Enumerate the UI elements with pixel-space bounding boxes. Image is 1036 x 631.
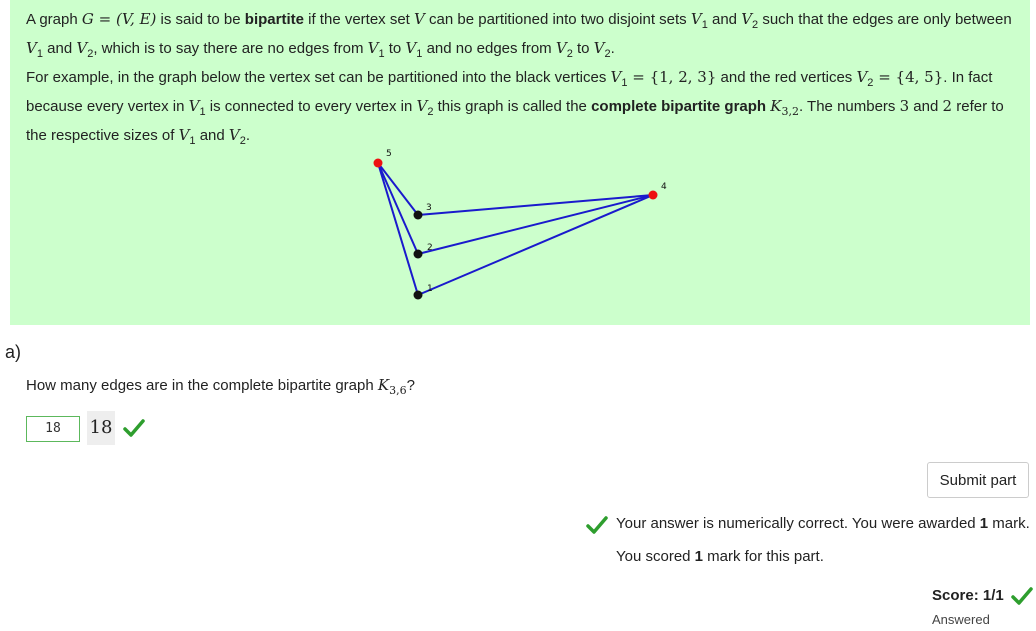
check-icon — [586, 515, 608, 535]
question-text: How many edges are in the complete bipartite graph $K_{3,6}$? — [26, 376, 415, 397]
graph-vertex-1 — [414, 291, 423, 300]
graph-vertex-2 — [414, 250, 423, 259]
scored-message: You scored 1 mark for this part. — [616, 548, 824, 565]
prompt-paragraph-definition: A graph G = (V, E) is said to be bipartite if the vertex set V can be partitioned into two disjoint sets $V_1$ and $V_2$ such that the edges are only between $V_1$ and $V_2$, which is to say there are no edges from $V_1$ to $V_1$ and no edges from $V_2$ to $V_2$. — [26, 10, 1012, 60]
submit-part-button[interactable]: Submit part — [927, 462, 1029, 498]
graph-vertex-4 — [649, 191, 658, 200]
answer-input[interactable]: 18 — [26, 416, 80, 442]
graph-vertex-label-3: 3 — [426, 203, 432, 213]
graph-vertex-5 — [374, 159, 383, 168]
graph-vertex-label-1: 1 — [427, 284, 433, 294]
graph-edges — [378, 163, 653, 295]
feedback-message: Your answer is numerically correct. You were awarded 1 mark. — [616, 515, 1030, 532]
check-icon — [123, 418, 145, 438]
graph-vertex-label-2: 2 — [427, 243, 433, 253]
prompt-box — [10, 0, 1030, 325]
graph-edge — [378, 163, 418, 295]
graph-vertex-3 — [414, 211, 423, 220]
answered-status: Answered — [932, 612, 990, 627]
graph-vertex-label-4: 4 — [661, 182, 667, 192]
graph-edge — [418, 195, 653, 215]
part-label: a) — [5, 342, 22, 362]
prompt-paragraph-example: For example, in the graph below the vertex set can be partitioned into the black vertices $V_1 = \{1$, 2, 3} and the red vertices $V_2 = \{4$, 5}. In fact because every vertex in $V_1$ is connected to every vertex in $V_2$ this graph is called the complete bipartite graph $K_{3,2}$. The numbers 3 and 2 refer to the respective sizes of $V_1$ and $V_2$. — [26, 68, 1004, 147]
bipartite-graph — [360, 142, 670, 312]
answer-preview: 18 — [87, 411, 115, 445]
score-summary: Score: 1/1 — [932, 587, 1004, 604]
check-icon — [1011, 586, 1033, 606]
graph-vertex-label-5: 5 — [386, 149, 392, 159]
